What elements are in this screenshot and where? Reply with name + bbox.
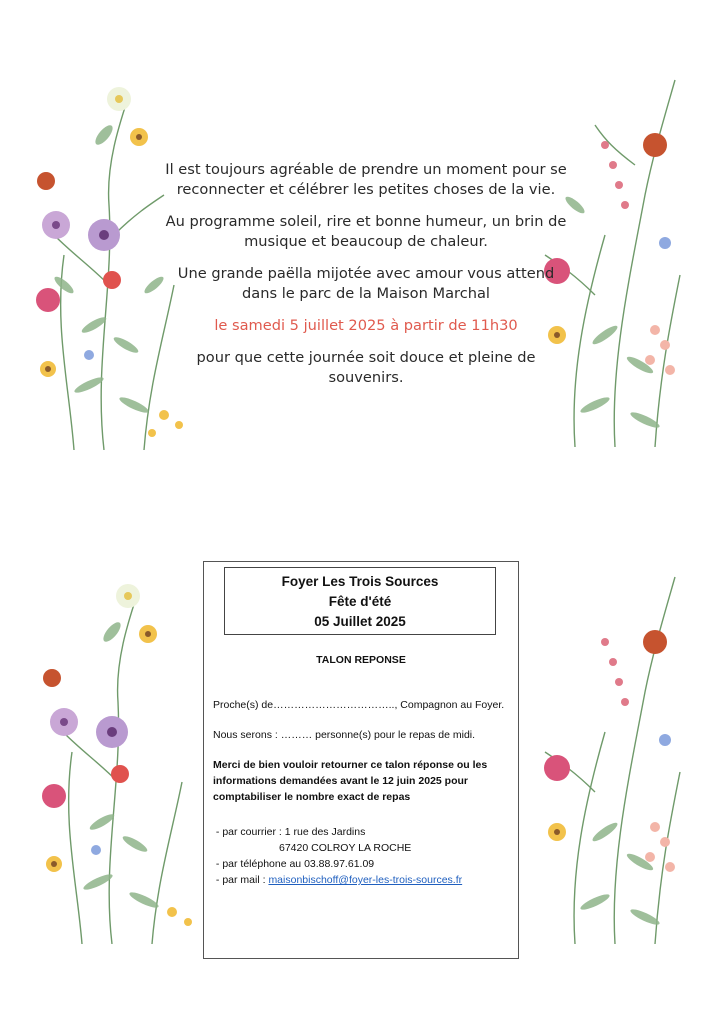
contact-post-city: 67420 COLROY LA ROCHE bbox=[279, 842, 412, 854]
invitation-paragraph-4: pour que cette journée soit douce et pleine de souvenirs. bbox=[196, 349, 536, 386]
slip-header-box bbox=[224, 567, 496, 635]
slip-proche-line: Proche(s) de…………………………….., Compagnon au Foyer. bbox=[213, 699, 505, 711]
contact-mail bbox=[213, 872, 513, 888]
floral-illustration-bottom-left bbox=[40, 582, 198, 944]
contact-phone: - par téléphone au 03.88.97.61.09 bbox=[213, 858, 375, 870]
invitation-date: le samedi 5 juillet 2025 à partir de 11h30 bbox=[214, 317, 518, 334]
floral-illustration-bottom-right bbox=[535, 572, 685, 944]
contact-post-label: - par courrier : bbox=[213, 826, 285, 838]
contact-mail-label: - par mail : bbox=[213, 874, 269, 886]
invitation-paragraph-2: Au programme soleil, rire et bonne humeur, un brin de musique et beaucoup de chaleur. bbox=[165, 213, 567, 250]
invitation-text bbox=[160, 160, 572, 400]
contact-post bbox=[213, 824, 513, 840]
reply-slip bbox=[203, 561, 519, 959]
slip-nous-serons-line: Nous serons : ……… personne(s) pour le repas de midi. bbox=[213, 729, 476, 741]
contact-mail-link[interactable]: maisonbischoff@foyer-les-trois-sources.fr bbox=[268, 874, 463, 886]
contact-post-street: 1 rue des Jardins bbox=[284, 826, 366, 838]
slip-body bbox=[213, 697, 513, 888]
slip-organization: Foyer Les Trois Sources bbox=[281, 574, 439, 589]
slip-event-date: 05 Juillet 2025 bbox=[314, 614, 406, 629]
invitation-paragraph-3: Une grande paëlla mijotée avec amour vous attend dans le parc de la Maison Marchal bbox=[177, 265, 555, 302]
slip-event-name: Fête d'été bbox=[328, 594, 392, 609]
invitation-paragraph-1: Il est toujours agréable de prendre un moment pour se reconnecter et célébrer les petites choses de la vie. bbox=[165, 161, 567, 198]
slip-contacts bbox=[213, 824, 513, 888]
slip-title: TALON REPONSE bbox=[316, 654, 406, 666]
slip-return-instructions: Merci de bien vouloir retourner ce talon réponse ou les informations demandées avant le 12 juin 2025 pour comptabiliser le nombre exact de repas bbox=[213, 759, 488, 803]
